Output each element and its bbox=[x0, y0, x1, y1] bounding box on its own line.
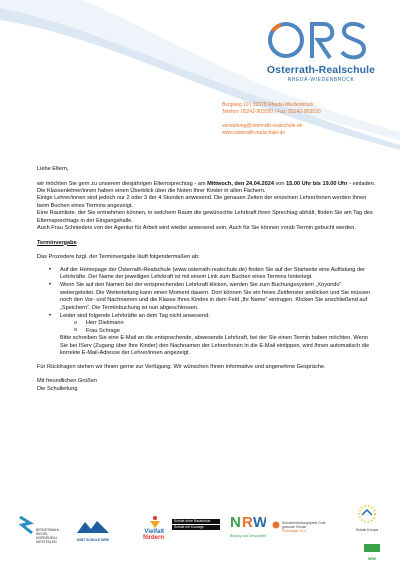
school-city: RHEDA-WIEDENBRÜCK bbox=[287, 77, 355, 83]
gute-gesunde-schule-logo: Schulentwicklungspreis Gute gesunde Schule Preisträger 2017 bbox=[272, 521, 336, 533]
footer-logos bbox=[0, 505, 400, 560]
sport-icon bbox=[364, 544, 380, 552]
teachers-paragraph: Einige Lehrer/innen sind jedoch nur 2 oder 3 der 4 Stunden anwesend. Die genauen Zeiten der einzelnen Lehrer/innen werden Ihnen beim Buchen eines Termins angezeigt. bbox=[37, 195, 367, 209]
svg-text:R: R bbox=[242, 514, 253, 529]
procedure-list bbox=[37, 267, 377, 358]
list-item: • Auf der Homepage der Osterrath-Realschule (www.osterrath-realschule.de) finden Sie auf der Startseite eine Auflistung der Lehrkräfte. Der Name der jeweiligen Lehrkraft ist mit einem Link zum Buchen eines Termins hinterlegt. bbox=[47, 267, 377, 282]
list-item: • Leider sind folgende Lehrkräfte an dem Tag nicht anwesend: o Herr Diekmann o Frau Schrage Bitte schreiben Sie eine E-Mail an die entsprechende, abwesende Lehrkraft, bei der Sie einen Termin haben möchten. Wenn Sie bei IServ (Zugang über Ihre Kinder) den Nachnamen der Lehrer/innen in die E-Mail eintippen, wird Ihnen automatisch die korrekte E-Mail-Adresse der Lehrer/innen angezeigt. bbox=[47, 313, 377, 357]
contact-block bbox=[222, 102, 392, 138]
vielfalt-foerdern-logo: Vielfalt fördern bbox=[120, 517, 164, 541]
list-item: • Wenn Sie auf den Namen bei der entsprechenden Lehrkraft klicken, werden Sie zum Buchungssystem „Xoyondo“ weitergeleitet. Die Weiterleitung kann einen Moment dauern. Dort können Sie ein freies Zeitfenster anklicken und Sie müssen noch den Vor- und Nachnamen und die Klasse Ihres Kindes in dem Feld „Ihr Name“ eintragen. Klicken Sie anschließend auf „Speichern“. Die Terminbuchung ist nun abgeschlossen. bbox=[47, 282, 377, 312]
nrw-siegel-icon bbox=[18, 515, 34, 535]
overview-paragraph: Die Klassenlehrer/innen haben einen Überblick über die Noten Ihrer Kinder in allen Fächern. bbox=[37, 188, 266, 194]
event-day: Mittwoch bbox=[207, 180, 232, 187]
ors-logo-mark bbox=[266, 14, 376, 66]
phone-fax: Telefon: 05242-903550 | Fax: 05242-903520 bbox=[222, 109, 321, 116]
email-instructions: Bitte schreiben Sie eine E-Mail an die entsprechende, abwesende Lehrkraft, bei der Sie einen Termin haben möchten. Wenn Sie bei IServ (Zugang über Ihre Kinder) den Nachnamen der Lehrer/innen in die E-Mail eintippen, wird Ihnen automatisch die korrekte E-Mail-Adresse der Lehrer/innen angezeigt. bbox=[60, 335, 370, 357]
svg-text:W: W bbox=[253, 514, 266, 529]
address: Burgweg 19 | 33378 Rheda-Wiedenbrück bbox=[222, 102, 314, 108]
europa-schule-logo: Schule Europa bbox=[352, 505, 382, 532]
mint-schule-logo: MINT SCHULE NRW bbox=[76, 519, 110, 542]
website-link[interactable]: www.osterrath-realschule.de bbox=[222, 130, 286, 137]
absent-teacher: o Herr Diekmann bbox=[74, 320, 377, 327]
email-link[interactable]: verwaltung@osterrath-realschule.de bbox=[222, 122, 303, 129]
absent-teachers-list bbox=[74, 320, 377, 335]
letter-body bbox=[37, 166, 377, 393]
salutation: Liebe Eltern, bbox=[37, 166, 69, 172]
mint-mountains-icon bbox=[77, 519, 109, 533]
nrw-colored-icon bbox=[230, 513, 266, 529]
event-start-time: 15.00 Uhr bbox=[286, 180, 312, 187]
rooms-paragraph: Eine Raumliste, der Sie entnehmen können, in welchem Raum die gewünschte Lehrkraft ihren Sprechtag abhält, finden Sie am Tag des Elternsprechtags in der Eingangshalle. bbox=[37, 210, 373, 224]
signature: Die Schulleitung bbox=[37, 385, 78, 392]
vielfalt-figure-icon bbox=[148, 515, 162, 529]
intro-paragraph: wir möchten Sie gern zu unserem diesjährigen Elternsprechtag - am Mittwoch, den 24.04.2024 von 15.00 Uhr bis 19.00 Uhr - einladen. bbox=[37, 180, 376, 187]
event-end-time: 19.00 Uhr bbox=[322, 180, 348, 187]
sport-schule-logo: NRW bbox=[360, 539, 384, 561]
schule-ohne-rassismus-logo: Schule ohne Rassismus Schule mit Courage bbox=[172, 519, 220, 530]
bildung-gesundheit-logo: N R W Bildung und Gesundheit bbox=[229, 514, 267, 538]
event-date: 24.04.2024 bbox=[245, 180, 274, 187]
berufswahl-siegel-logo: BERUFSWAHL SIEGEL NORDRHEIN-WESTFALEN bbox=[18, 515, 54, 544]
agency-paragraph: Auch Frau Schnieders von der Agentur für Arbeit wird wieder anwesend sein. Auch für Sie können vorab Termin gebucht werden. bbox=[37, 225, 356, 232]
award-icon bbox=[272, 521, 280, 529]
school-name: Osterrath-Realschule bbox=[266, 64, 376, 76]
absent-teacher: o Frau Schrage bbox=[74, 328, 377, 335]
svg-text:N: N bbox=[230, 514, 241, 529]
school-logo bbox=[246, 14, 396, 83]
section-title: Terminvergabe bbox=[37, 239, 77, 246]
section-intro: Das Prozedere bzgl. der Terminvergabe läuft folgendermaßen ab: bbox=[37, 254, 200, 261]
closing: Mit freundlichen Grüßen Die Schulleitung bbox=[37, 378, 98, 392]
questions-paragraph: Für Rückfragen stehen wir Ihnen gerne zur Verfügung. Wir wünschen Ihnen informative und angenehme Gespräche. bbox=[37, 363, 326, 370]
europa-stars-icon bbox=[356, 505, 378, 523]
